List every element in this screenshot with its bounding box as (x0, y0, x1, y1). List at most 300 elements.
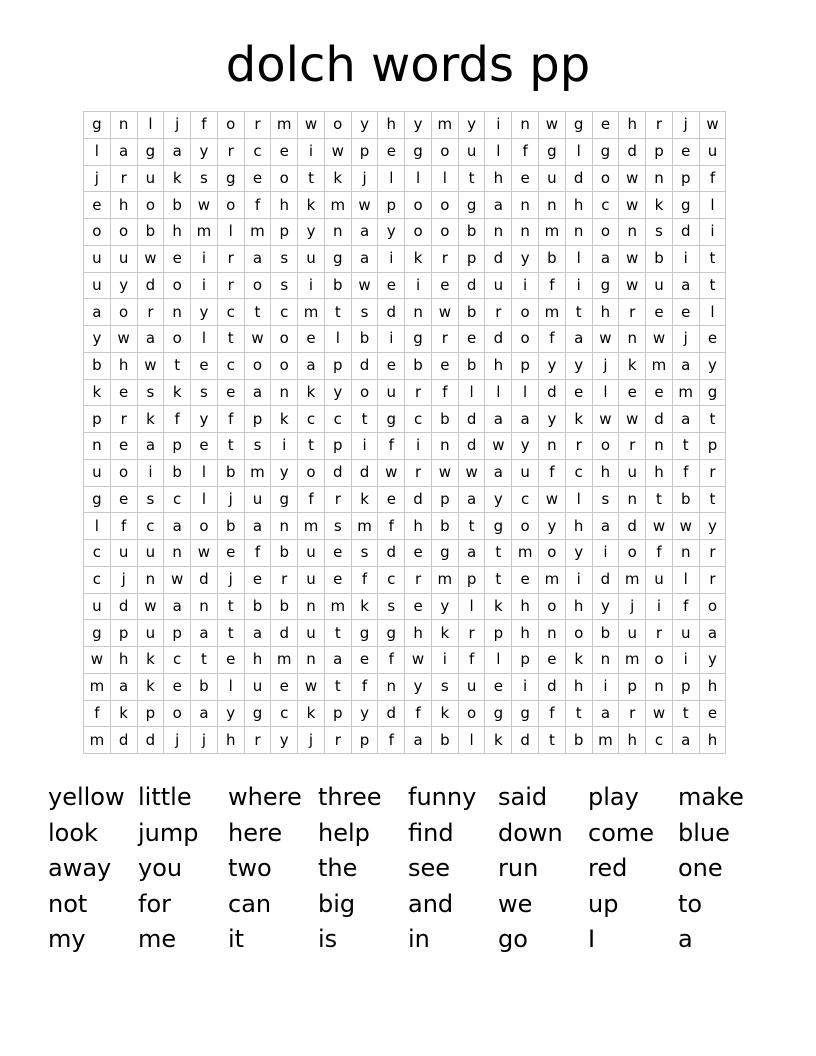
grid-cell[interactable]: t (565, 700, 592, 727)
grid-cell[interactable]: p (324, 352, 351, 379)
grid-cell[interactable]: c (217, 352, 244, 379)
grid-cell[interactable]: b (271, 593, 298, 620)
grid-cell[interactable]: t (217, 620, 244, 647)
grid-cell[interactable]: h (110, 352, 137, 379)
grid-cell[interactable]: p (324, 700, 351, 727)
grid-cell[interactable]: t (699, 406, 726, 433)
grid-cell[interactable]: r (244, 727, 271, 754)
grid-cell[interactable]: u (110, 245, 137, 272)
grid-cell[interactable]: y (699, 352, 726, 379)
grid-cell[interactable]: o (110, 219, 137, 246)
grid-cell[interactable]: k (565, 647, 592, 674)
grid-cell[interactable]: b (458, 219, 485, 246)
grid-cell[interactable]: e (217, 540, 244, 567)
grid-cell[interactable]: j (672, 326, 699, 353)
grid-cell[interactable]: m (84, 727, 111, 754)
grid-cell[interactable]: m (324, 192, 351, 219)
grid-cell[interactable]: e (110, 486, 137, 513)
grid-cell[interactable]: g (217, 165, 244, 192)
grid-cell[interactable]: y (699, 647, 726, 674)
grid-cell[interactable]: n (298, 647, 325, 674)
grid-cell[interactable]: f (539, 700, 566, 727)
grid-cell[interactable]: e (324, 566, 351, 593)
grid-cell[interactable]: f (646, 540, 673, 567)
grid-cell[interactable]: d (539, 379, 566, 406)
grid-cell[interactable]: t (244, 299, 271, 326)
grid-cell[interactable]: n (539, 620, 566, 647)
grid-cell[interactable]: s (244, 433, 271, 460)
grid-cell[interactable]: n (539, 192, 566, 219)
grid-cell[interactable]: l (485, 379, 512, 406)
grid-cell[interactable]: e (378, 138, 405, 165)
grid-cell[interactable]: h (565, 673, 592, 700)
grid-cell[interactable]: g (539, 138, 566, 165)
grid-cell[interactable]: o (592, 433, 619, 460)
grid-cell[interactable]: f (431, 379, 458, 406)
grid-cell[interactable]: e (512, 566, 539, 593)
grid-cell[interactable]: p (110, 620, 137, 647)
grid-cell[interactable]: r (646, 112, 673, 139)
grid-cell[interactable]: d (539, 673, 566, 700)
grid-cell[interactable]: n (512, 192, 539, 219)
grid-cell[interactable]: l (565, 486, 592, 513)
grid-cell[interactable]: s (351, 540, 378, 567)
grid-cell[interactable]: j (164, 112, 191, 139)
grid-cell[interactable]: o (431, 192, 458, 219)
grid-cell[interactable]: k (298, 700, 325, 727)
grid-cell[interactable]: d (619, 513, 646, 540)
grid-cell[interactable]: r (324, 486, 351, 513)
grid-cell[interactable]: h (110, 192, 137, 219)
grid-cell[interactable]: w (191, 540, 218, 567)
grid-cell[interactable]: o (271, 352, 298, 379)
grid-cell[interactable]: f (110, 513, 137, 540)
grid-cell[interactable]: r (699, 540, 726, 567)
grid-cell[interactable]: h (405, 620, 432, 647)
grid-cell[interactable]: u (512, 459, 539, 486)
grid-cell[interactable]: m (324, 593, 351, 620)
grid-cell[interactable]: k (351, 486, 378, 513)
grid-cell[interactable]: h (164, 219, 191, 246)
grid-cell[interactable]: n (672, 540, 699, 567)
grid-cell[interactable]: n (164, 299, 191, 326)
grid-cell[interactable]: p (351, 138, 378, 165)
grid-cell[interactable]: f (244, 192, 271, 219)
grid-cell[interactable]: y (405, 112, 432, 139)
grid-cell[interactable]: g (592, 138, 619, 165)
grid-cell[interactable]: d (565, 165, 592, 192)
grid-cell[interactable]: y (271, 727, 298, 754)
grid-cell[interactable]: g (137, 138, 164, 165)
grid-cell[interactable]: r (405, 459, 432, 486)
grid-cell[interactable]: u (137, 540, 164, 567)
grid-cell[interactable]: y (539, 406, 566, 433)
grid-cell[interactable]: w (592, 406, 619, 433)
grid-cell[interactable]: h (619, 112, 646, 139)
grid-cell[interactable]: a (592, 700, 619, 727)
grid-cell[interactable]: i (592, 540, 619, 567)
grid-cell[interactable]: p (458, 245, 485, 272)
grid-cell[interactable]: r (324, 727, 351, 754)
grid-cell[interactable]: w (324, 138, 351, 165)
grid-cell[interactable]: g (512, 700, 539, 727)
grid-cell[interactable]: b (191, 673, 218, 700)
grid-cell[interactable]: m (646, 352, 673, 379)
grid-cell[interactable]: i (298, 272, 325, 299)
grid-cell[interactable]: a (137, 433, 164, 460)
grid-cell[interactable]: r (217, 138, 244, 165)
grid-cell[interactable]: g (271, 486, 298, 513)
grid-cell[interactable]: a (351, 219, 378, 246)
grid-cell[interactable]: f (699, 165, 726, 192)
grid-cell[interactable]: h (619, 727, 646, 754)
grid-cell[interactable]: k (298, 192, 325, 219)
grid-cell[interactable]: r (137, 299, 164, 326)
grid-cell[interactable]: j (84, 165, 111, 192)
grid-cell[interactable]: e (324, 540, 351, 567)
grid-cell[interactable]: o (592, 165, 619, 192)
grid-cell[interactable]: l (458, 379, 485, 406)
grid-cell[interactable]: c (592, 192, 619, 219)
grid-cell[interactable]: d (646, 406, 673, 433)
grid-cell[interactable]: b (324, 272, 351, 299)
grid-cell[interactable]: u (378, 379, 405, 406)
grid-cell[interactable]: f (539, 326, 566, 353)
grid-cell[interactable]: d (110, 727, 137, 754)
grid-cell[interactable]: i (298, 138, 325, 165)
grid-cell[interactable]: a (485, 192, 512, 219)
grid-cell[interactable]: t (324, 620, 351, 647)
grid-cell[interactable]: i (646, 593, 673, 620)
grid-cell[interactable]: f (298, 486, 325, 513)
grid-cell[interactable]: j (164, 727, 191, 754)
grid-cell[interactable]: d (137, 727, 164, 754)
grid-cell[interactable]: k (431, 620, 458, 647)
grid-cell[interactable]: e (672, 299, 699, 326)
grid-cell[interactable]: f (191, 112, 218, 139)
grid-cell[interactable]: y (84, 326, 111, 353)
grid-cell[interactable]: t (217, 593, 244, 620)
grid-cell[interactable]: g (458, 192, 485, 219)
grid-cell[interactable]: u (84, 272, 111, 299)
grid-cell[interactable]: n (485, 219, 512, 246)
grid-cell[interactable]: t (699, 245, 726, 272)
grid-cell[interactable]: b (565, 727, 592, 754)
grid-cell[interactable]: n (110, 112, 137, 139)
grid-cell[interactable]: d (458, 272, 485, 299)
grid-cell[interactable]: k (137, 673, 164, 700)
grid-cell[interactable]: i (672, 245, 699, 272)
grid-cell[interactable]: u (298, 540, 325, 567)
grid-cell[interactable]: e (485, 673, 512, 700)
grid-cell[interactable]: a (565, 326, 592, 353)
grid-cell[interactable]: g (405, 138, 432, 165)
grid-cell[interactable]: f (84, 700, 111, 727)
grid-cell[interactable]: o (431, 219, 458, 246)
grid-cell[interactable]: y (512, 245, 539, 272)
grid-cell[interactable]: y (298, 219, 325, 246)
grid-cell[interactable]: m (512, 540, 539, 567)
grid-cell[interactable]: c (164, 647, 191, 674)
grid-cell[interactable]: g (84, 112, 111, 139)
grid-cell[interactable]: y (191, 299, 218, 326)
grid-cell[interactable]: i (378, 245, 405, 272)
grid-cell[interactable]: u (84, 593, 111, 620)
grid-cell[interactable]: j (217, 486, 244, 513)
grid-cell[interactable]: t (298, 433, 325, 460)
grid-cell[interactable]: h (512, 620, 539, 647)
grid-cell[interactable]: t (672, 700, 699, 727)
grid-cell[interactable]: w (646, 513, 673, 540)
grid-cell[interactable]: u (110, 540, 137, 567)
grid-cell[interactable]: b (672, 486, 699, 513)
grid-cell[interactable]: l (699, 192, 726, 219)
grid-cell[interactable]: e (244, 165, 271, 192)
grid-cell[interactable]: n (271, 379, 298, 406)
grid-cell[interactable]: d (378, 700, 405, 727)
grid-cell[interactable]: n (539, 433, 566, 460)
grid-cell[interactable]: n (512, 219, 539, 246)
grid-cell[interactable]: f (244, 540, 271, 567)
grid-cell[interactable]: n (619, 219, 646, 246)
grid-cell[interactable]: u (485, 272, 512, 299)
grid-cell[interactable]: b (431, 406, 458, 433)
grid-cell[interactable]: y (191, 138, 218, 165)
grid-cell[interactable]: e (405, 540, 432, 567)
grid-cell[interactable]: a (405, 727, 432, 754)
grid-cell[interactable]: d (110, 593, 137, 620)
grid-cell[interactable]: r (565, 433, 592, 460)
grid-cell[interactable]: n (512, 112, 539, 139)
grid-cell[interactable]: k (137, 406, 164, 433)
grid-cell[interactable]: o (298, 459, 325, 486)
grid-cell[interactable]: p (351, 727, 378, 754)
grid-cell[interactable]: e (110, 433, 137, 460)
grid-cell[interactable]: j (191, 727, 218, 754)
grid-cell[interactable]: f (378, 647, 405, 674)
grid-cell[interactable]: w (351, 272, 378, 299)
grid-cell[interactable]: e (191, 433, 218, 460)
grid-cell[interactable]: e (378, 352, 405, 379)
grid-cell[interactable]: n (164, 540, 191, 567)
grid-cell[interactable]: k (324, 165, 351, 192)
grid-cell[interactable]: b (458, 299, 485, 326)
grid-cell[interactable]: w (84, 647, 111, 674)
grid-cell[interactable]: a (458, 540, 485, 567)
grid-cell[interactable]: o (137, 192, 164, 219)
grid-cell[interactable]: r (217, 272, 244, 299)
grid-cell[interactable]: g (485, 700, 512, 727)
grid-cell[interactable]: p (512, 647, 539, 674)
grid-cell[interactable]: e (431, 352, 458, 379)
grid-cell[interactable]: a (351, 245, 378, 272)
grid-cell[interactable]: b (592, 620, 619, 647)
grid-cell[interactable]: a (672, 352, 699, 379)
grid-cell[interactable]: r (699, 459, 726, 486)
grid-cell[interactable]: k (431, 700, 458, 727)
grid-cell[interactable]: w (431, 299, 458, 326)
grid-cell[interactable]: e (244, 566, 271, 593)
grid-cell[interactable]: e (512, 165, 539, 192)
grid-cell[interactable]: o (351, 379, 378, 406)
grid-cell[interactable]: s (137, 486, 164, 513)
grid-cell[interactable]: g (351, 620, 378, 647)
grid-cell[interactable]: n (84, 433, 111, 460)
grid-cell[interactable]: w (244, 326, 271, 353)
grid-cell[interactable]: i (351, 433, 378, 460)
grid-cell[interactable]: w (619, 165, 646, 192)
grid-cell[interactable]: b (137, 219, 164, 246)
grid-cell[interactable]: n (405, 299, 432, 326)
grid-cell[interactable]: i (405, 272, 432, 299)
grid-cell[interactable]: u (298, 245, 325, 272)
grid-cell[interactable]: w (137, 352, 164, 379)
grid-cell[interactable]: w (137, 245, 164, 272)
grid-cell[interactable]: a (110, 673, 137, 700)
grid-cell[interactable]: w (539, 112, 566, 139)
grid-cell[interactable]: a (244, 245, 271, 272)
grid-cell[interactable]: f (378, 513, 405, 540)
grid-cell[interactable]: l (458, 593, 485, 620)
grid-cell[interactable]: l (672, 566, 699, 593)
grid-cell[interactable]: o (592, 219, 619, 246)
grid-cell[interactable]: b (431, 727, 458, 754)
grid-cell[interactable]: g (699, 379, 726, 406)
grid-cell[interactable]: l (699, 299, 726, 326)
grid-cell[interactable]: o (324, 112, 351, 139)
grid-cell[interactable]: b (646, 245, 673, 272)
grid-cell[interactable]: b (431, 513, 458, 540)
grid-cell[interactable]: o (110, 459, 137, 486)
grid-cell[interactable]: m (298, 513, 325, 540)
grid-cell[interactable]: a (592, 513, 619, 540)
grid-cell[interactable]: o (565, 620, 592, 647)
grid-cell[interactable]: l (137, 112, 164, 139)
grid-cell[interactable]: t (191, 647, 218, 674)
grid-cell[interactable]: s (271, 272, 298, 299)
grid-cell[interactable]: s (351, 299, 378, 326)
grid-cell[interactable]: m (84, 673, 111, 700)
grid-cell[interactable]: e (84, 192, 111, 219)
grid-cell[interactable]: t (164, 352, 191, 379)
grid-cell[interactable]: p (699, 433, 726, 460)
grid-cell[interactable]: h (565, 593, 592, 620)
grid-cell[interactable]: y (351, 112, 378, 139)
grid-cell[interactable]: o (244, 272, 271, 299)
grid-cell[interactable]: k (271, 406, 298, 433)
grid-cell[interactable]: a (699, 620, 726, 647)
grid-cell[interactable]: i (405, 433, 432, 460)
grid-cell[interactable]: n (646, 165, 673, 192)
grid-cell[interactable]: k (164, 165, 191, 192)
grid-cell[interactable]: e (699, 700, 726, 727)
grid-cell[interactable]: j (217, 566, 244, 593)
grid-cell[interactable]: s (324, 513, 351, 540)
grid-cell[interactable]: c (137, 513, 164, 540)
grid-cell[interactable]: g (672, 192, 699, 219)
grid-cell[interactable]: d (619, 138, 646, 165)
grid-cell[interactable]: m (431, 566, 458, 593)
grid-cell[interactable]: k (405, 245, 432, 272)
grid-cell[interactable]: y (539, 352, 566, 379)
grid-cell[interactable]: l (84, 138, 111, 165)
grid-cell[interactable]: h (244, 647, 271, 674)
grid-cell[interactable]: c (217, 299, 244, 326)
grid-cell[interactable]: p (84, 406, 111, 433)
grid-cell[interactable]: n (646, 433, 673, 460)
grid-cell[interactable]: y (431, 593, 458, 620)
grid-cell[interactable]: t (458, 513, 485, 540)
grid-cell[interactable]: d (405, 486, 432, 513)
grid-cell[interactable]: p (324, 433, 351, 460)
grid-cell[interactable]: o (217, 192, 244, 219)
grid-cell[interactable]: r (458, 620, 485, 647)
grid-cell[interactable]: s (191, 165, 218, 192)
grid-cell[interactable]: a (137, 326, 164, 353)
grid-cell[interactable]: u (458, 138, 485, 165)
grid-cell[interactable]: h (485, 165, 512, 192)
grid-cell[interactable]: u (137, 620, 164, 647)
grid-cell[interactable]: c (164, 486, 191, 513)
grid-cell[interactable]: a (512, 406, 539, 433)
grid-cell[interactable]: l (191, 326, 218, 353)
grid-cell[interactable]: t (351, 406, 378, 433)
grid-cell[interactable]: a (191, 700, 218, 727)
grid-cell[interactable]: j (110, 566, 137, 593)
grid-cell[interactable]: n (431, 433, 458, 460)
grid-cell[interactable]: k (565, 406, 592, 433)
grid-cell[interactable]: c (244, 138, 271, 165)
grid-cell[interactable]: y (324, 379, 351, 406)
grid-cell[interactable]: d (592, 566, 619, 593)
grid-cell[interactable]: p (431, 486, 458, 513)
grid-cell[interactable]: j (592, 352, 619, 379)
grid-cell[interactable]: b (164, 192, 191, 219)
grid-cell[interactable]: k (110, 700, 137, 727)
grid-cell[interactable]: o (164, 700, 191, 727)
grid-cell[interactable]: l (431, 165, 458, 192)
grid-cell[interactable]: i (565, 566, 592, 593)
grid-cell[interactable]: o (458, 700, 485, 727)
grid-cell[interactable]: i (512, 272, 539, 299)
grid-cell[interactable]: l (191, 486, 218, 513)
grid-cell[interactable]: k (164, 379, 191, 406)
grid-cell[interactable]: e (271, 673, 298, 700)
grid-cell[interactable]: l (592, 379, 619, 406)
grid-cell[interactable]: m (244, 219, 271, 246)
grid-cell[interactable]: c (298, 406, 325, 433)
grid-cell[interactable]: f (672, 593, 699, 620)
grid-cell[interactable]: d (512, 727, 539, 754)
grid-cell[interactable]: m (271, 647, 298, 674)
grid-cell[interactable]: t (217, 433, 244, 460)
grid-cell[interactable]: o (699, 593, 726, 620)
grid-cell[interactable]: a (485, 459, 512, 486)
grid-cell[interactable]: y (512, 433, 539, 460)
grid-cell[interactable]: a (244, 620, 271, 647)
grid-cell[interactable]: a (164, 513, 191, 540)
grid-cell[interactable]: u (646, 566, 673, 593)
grid-cell[interactable]: e (217, 647, 244, 674)
grid-cell[interactable]: n (137, 566, 164, 593)
grid-cell[interactable]: e (672, 138, 699, 165)
grid-cell[interactable]: k (619, 352, 646, 379)
grid-cell[interactable]: e (699, 326, 726, 353)
grid-cell[interactable]: l (217, 673, 244, 700)
grid-cell[interactable]: a (298, 352, 325, 379)
grid-cell[interactable]: t (485, 566, 512, 593)
grid-cell[interactable]: w (485, 433, 512, 460)
